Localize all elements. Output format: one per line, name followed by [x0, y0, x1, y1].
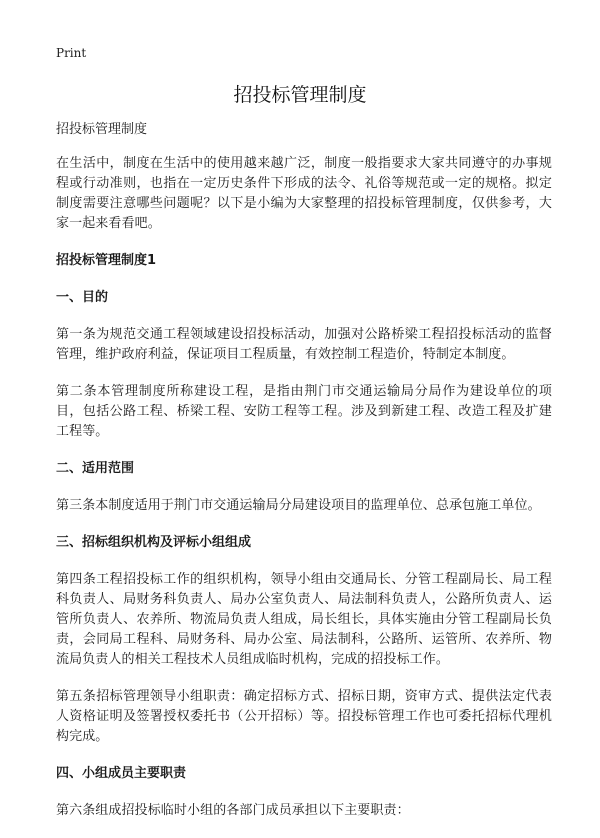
- document-subtitle: 招投标管理制度: [56, 122, 148, 137]
- paragraph-article-1: 第一条为规范交通工程领域建设招投标活动，加强对公路桥梁工程招投标活动的监督管理，维护政府利益，保证项目工程质量，有效控制工程造价，特制定本制度。: [56, 327, 552, 362]
- print-link[interactable]: Print: [56, 46, 87, 60]
- section-heading-duties: 四、小组成员主要职责: [56, 766, 187, 781]
- section-heading-purpose: 一、目的: [56, 290, 109, 305]
- document-body: [56, 120, 552, 838]
- section-heading-scope: 二、适用范围: [56, 461, 135, 476]
- paragraph-article-3: 第三条本制度适用于荆门市交通运输局分局建设项目的监理单位、总承包施工单位。: [56, 498, 541, 513]
- paragraph-article-6: 第六条组成招投标临时小组的各部门成员承担以下主要职责：: [56, 803, 410, 818]
- section-heading-organization: 三、招标组织机构及评标小组组成: [56, 535, 252, 550]
- paragraph-article-5: 第五条招标管理领导小组职责：确定招标方式、招标日期，资审方式、提供法定代表人资格证明及签署授权委托书（公开招标）等。招投标管理工作也可委托招标代理机构完成。: [56, 689, 552, 744]
- document-title: 招投标管理制度: [233, 84, 367, 106]
- intro-paragraph: 在生活中，制度在生活中的使用越来越广泛，制度一般指要求大家共同遵守的办事规程或行动准则，也指在一定历史条件下形成的法令、礼俗等规范或一定的规格。拟定制度需要注意哪些问题呢？以下是小编为大家整理的招投标管理制度，仅供参考，大家一起来看看吧。: [56, 156, 552, 231]
- paragraph-article-2: 第二条本管理制度所称建设工程，是指由荆门市交通运输局分局作为建设单位的项目，包括公路工程、桥梁工程、安防工程等工程。涉及到新建工程、改造工程及扩建工程等。: [56, 384, 552, 439]
- paragraph-article-4: 第四条工程招投标工作的组织机构，领导小组由交通局长、分管工程副局长、局工程科负责人、局财务科负责人、局办公室负责人、局法制科负责人，公路所负责人、运管所负责人、农养所、物流局负责人组成，局长组长，具体实施由分管工程副局长负责，会同局工程科、局财务科、局办公室、局法制科，公路所、运管所、农养所、物流局负责人的相关工程技术人员组成临时机构，完成的招投标工作。: [56, 572, 552, 667]
- section-heading-main: 招投标管理制度1: [56, 253, 157, 268]
